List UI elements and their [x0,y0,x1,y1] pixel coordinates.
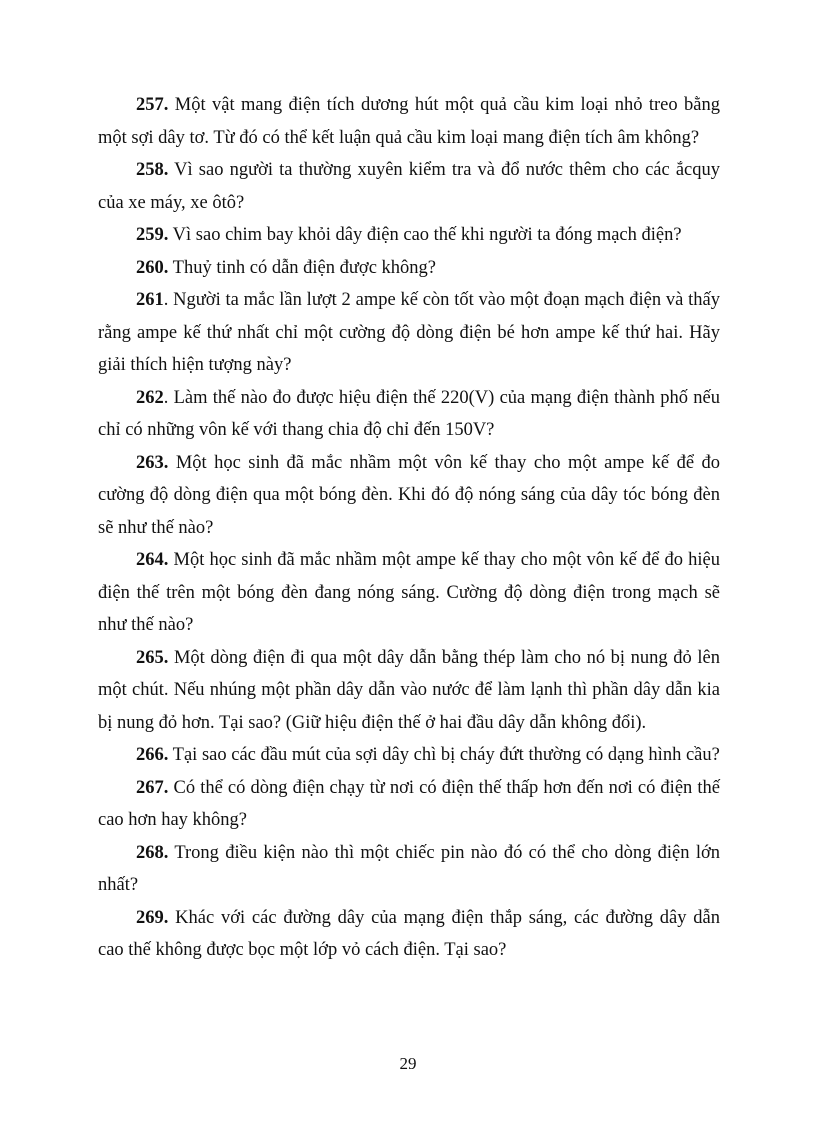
question-268 [98,837,720,902]
question-text: Trong điều kiện nào thì một chiếc pin nào đó có thể cho dòng điện lớn nhất? [98,842,720,895]
page-number: 29 [399,1054,417,1073]
question-258 [98,154,720,219]
question-263 [98,447,720,545]
question-260 [98,252,720,285]
question-text: Một vật mang điện tích dương hút một quả cầu kim loại nhỏ treo bằng một sợi dây tơ. Từ đó có thể kết luận quả cầu kim loại mang điện tích âm không? [98,95,720,148]
question-number: 262 [136,387,164,408]
question-number: 261 [136,290,164,310]
question-list [98,89,720,967]
question-text: Thuỷ tinh có dẫn điện được không? [168,257,437,278]
question-265 [98,642,720,740]
question-number: 266. [136,745,169,765]
question-number: 267. [136,777,169,798]
question-number: 260. [136,257,169,278]
question-number: 269. [136,907,169,928]
question-number: 265. [136,647,169,668]
question-number: 268. [136,842,169,863]
question-259 [98,219,720,252]
question-266 [98,739,720,772]
question-262 [98,382,720,447]
question-text: . Làm thế nào đo được hiệu điện thế 220(V) của mạng điện thành phố nếu chỉ có những vôn kế với thang chia độ chỉ đến 150V? [98,387,720,440]
question-text: Khác với các đường dây của mạng điện thắp sáng, các đường dây dẫn cao thế không được bọc một lớp vỏ cách điện. Tại sao? [98,907,720,960]
question-261 [98,284,720,382]
question-257 [98,89,720,154]
question-number: 259. [136,225,169,245]
question-267 [98,772,720,837]
question-text: Một học sinh đã mắc nhầm một ampe kế thay cho một vôn kế để đo hiệu điện thế trên một bóng đèn đang nóng sáng. Cường độ dòng điện trong mạch sẽ như thế nào? [98,550,720,635]
question-text: Vì sao chim bay khỏi dây điện cao thế khi người ta đóng mạch điện? [168,225,682,245]
question-text: Một học sinh đã mắc nhầm một vôn kế thay cho một ampe kế để đo cường độ dòng điện qua một bóng đèn. Khi đó độ nóng sáng của dây tóc bóng đèn sẽ như thế nào? [98,452,720,538]
question-number: 263. [136,452,169,473]
question-text: Vì sao người ta thường xuyên kiểm tra và đổ nước thêm cho các ắcquy của xe máy, xe ôtô? [98,160,720,213]
question-264 [98,544,720,642]
question-text: Một dòng điện đi qua một dây dẫn bằng thép làm cho nó bị nung đỏ lên một chút. Nếu nhúng một phần dây dẫn vào nước để làm lạnh thì phần dây dẫn kia bị nung đỏ hơn. Tại sao? (Giữ hiệu điện thế ở hai đầu dây dẫn không đổi). [98,647,720,733]
question-text: . Người ta mắc lần lượt 2 ampe kế còn tốt vào một đoạn mạch điện và thấy rằng ampe kế thứ nhất chỉ một cường độ dòng điện bé hơn ampe kế thứ hai. Hãy giải thích hiện tượng này? [98,290,720,375]
question-number: 264. [136,550,169,570]
question-text: Tại sao các đầu mút của sợi dây chì bị cháy đứt thường có dạng hình cầu? [168,745,720,765]
question-number: 258. [136,160,169,180]
question-number: 257. [136,95,169,115]
question-269 [98,902,720,967]
question-text: Có thể có dòng điện chạy từ nơi có điện thế thấp hơn đến nơi có điện thế cao hơn hay không? [98,777,720,830]
